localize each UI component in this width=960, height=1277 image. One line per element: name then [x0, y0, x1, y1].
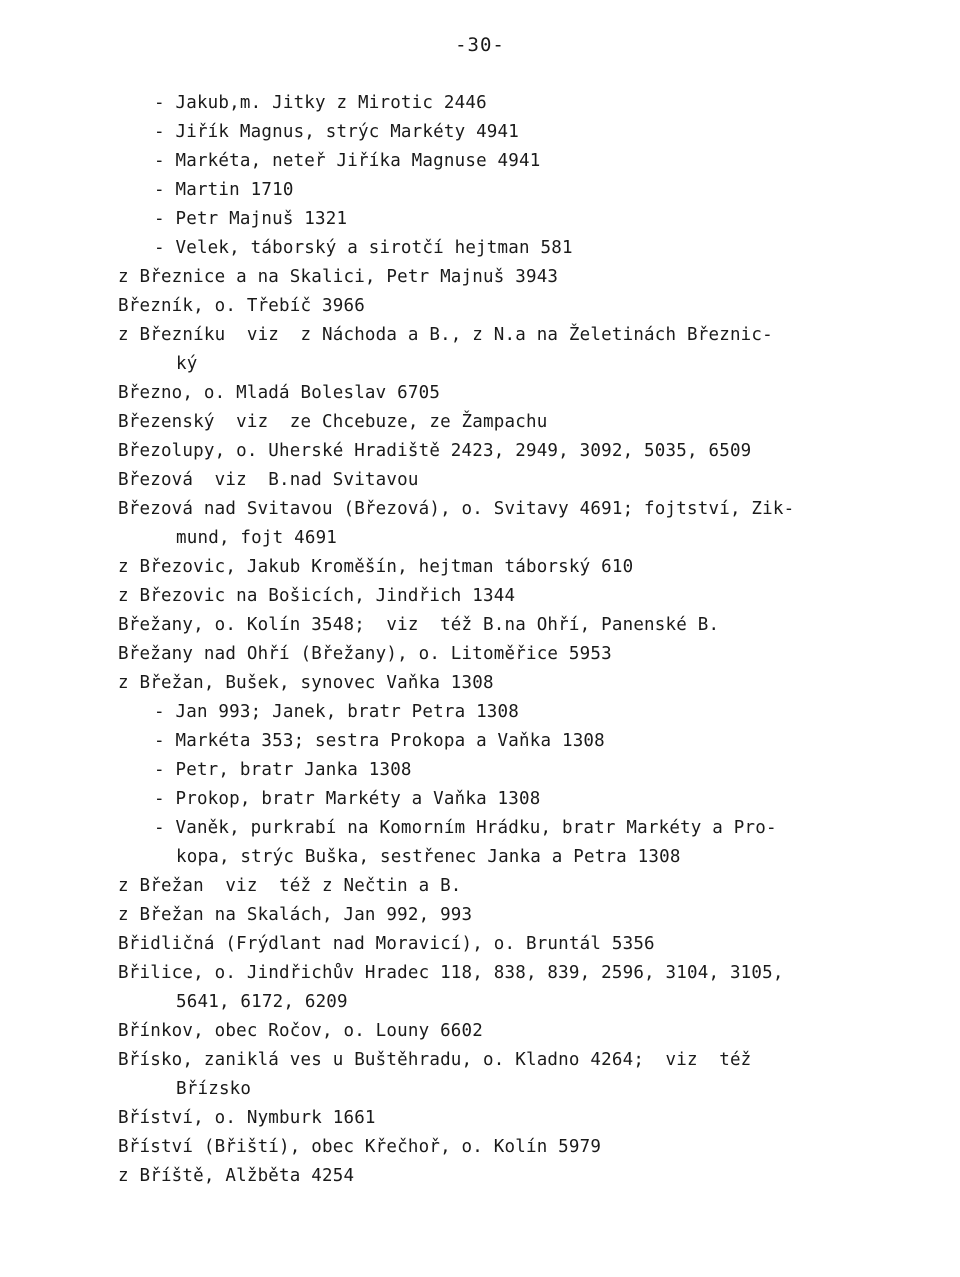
index-subentry: - Markéta 353; sestra Prokopa a Vaňka 1308 — [154, 731, 605, 751]
index-entry: z Břežan na Skalách, Jan 992, 993 — [118, 905, 473, 925]
index-subentry: Břízsko — [176, 1079, 252, 1099]
index-subentry: 5641, 6172, 6209 — [176, 992, 348, 1012]
index-entry: z Březníku viz z Náchoda a B., z N.a na Želetinách Březnic- — [118, 325, 773, 345]
index-entry: Bříství, o. Nymburk 1661 — [118, 1108, 376, 1128]
index-entry: z Břežan viz též z Nečtin a B. — [118, 876, 462, 896]
index-entry: Březová nad Svitavou (Březová), o. Svitavy 4691; fojtství, Zik- — [118, 499, 795, 519]
index-subentry: ký — [176, 354, 198, 374]
page-number: -30- — [455, 34, 505, 56]
index-subentry: - Markéta, neteř Jiříka Magnuse 4941 — [154, 151, 541, 171]
index-entry: Březenský viz ze Chcebuze, ze Žampachu — [118, 412, 548, 432]
index-subentry: - Petr, bratr Janka 1308 — [154, 760, 412, 780]
index-subentry: mund, fojt 4691 — [176, 528, 338, 548]
index-entry: Břidličná (Frýdlant nad Moravicí), o. Bruntál 5356 — [118, 934, 655, 954]
index-subentry: - Velek, táborský a sirotčí hejtman 581 — [154, 238, 573, 258]
index-entry: Břežany, o. Kolín 3548; viz též B.na Ohří, Panenské B. — [118, 615, 720, 635]
index-subentry: - Vaněk, purkrabí na Komorním Hrádku, bratr Markéty a Pro- — [154, 818, 777, 838]
index-entry: Bříství (Břiští), obec Křečhoř, o. Kolín 5979 — [118, 1137, 602, 1157]
index-entry: z Břežan, Bušek, synovec Vaňka 1308 — [118, 673, 494, 693]
index-entry: Břínkov, obec Ročov, o. Louny 6602 — [118, 1021, 484, 1041]
index-entry: Březová viz B.nad Svitavou — [118, 470, 419, 490]
index-subentry: kopa, strýc Buška, sestřenec Janka a Petra 1308 — [176, 847, 681, 867]
index-entry: z Bříště, Alžběta 4254 — [118, 1166, 355, 1186]
index-entry: Březník, o. Třebíč 3966 — [118, 296, 365, 316]
index-entry: z Březovic na Bošicích, Jindřich 1344 — [118, 586, 516, 606]
index-entry: Březno, o. Mladá Boleslav 6705 — [118, 383, 441, 403]
index-entry: Břísko, zaniklá ves u Buštěhradu, o. Kladno 4264; viz též — [118, 1050, 752, 1070]
index-subentry: - Petr Majnuš 1321 — [154, 209, 348, 229]
index-subentry: - Jan 993; Janek, bratr Petra 1308 — [154, 702, 520, 722]
index-subentry: - Martin 1710 — [154, 180, 294, 200]
index-entry: z Březovic, Jakub Kroměšín, hejtman táborský 610 — [118, 557, 634, 577]
index-entry: Břilice, o. Jindřichův Hradec 118, 838, 839, 2596, 3104, 3105, — [118, 963, 784, 983]
index-subentry: - Jiřík Magnus, strýc Markéty 4941 — [154, 122, 520, 142]
index-entries — [118, 89, 858, 1191]
index-entry: z Březnice a na Skalici, Petr Majnuš 3943 — [118, 267, 559, 287]
index-subentry: - Jakub,m. Jitky z Mirotic 2446 — [154, 93, 487, 113]
index-subentry: - Prokop, bratr Markéty a Vaňka 1308 — [154, 789, 541, 809]
index-entry: Břežany nad Ohří (Břežany), o. Litoměřice 5953 — [118, 644, 612, 664]
index-entry: Březolupy, o. Uherské Hradiště 2423, 2949, 3092, 5035, 6509 — [118, 441, 752, 461]
